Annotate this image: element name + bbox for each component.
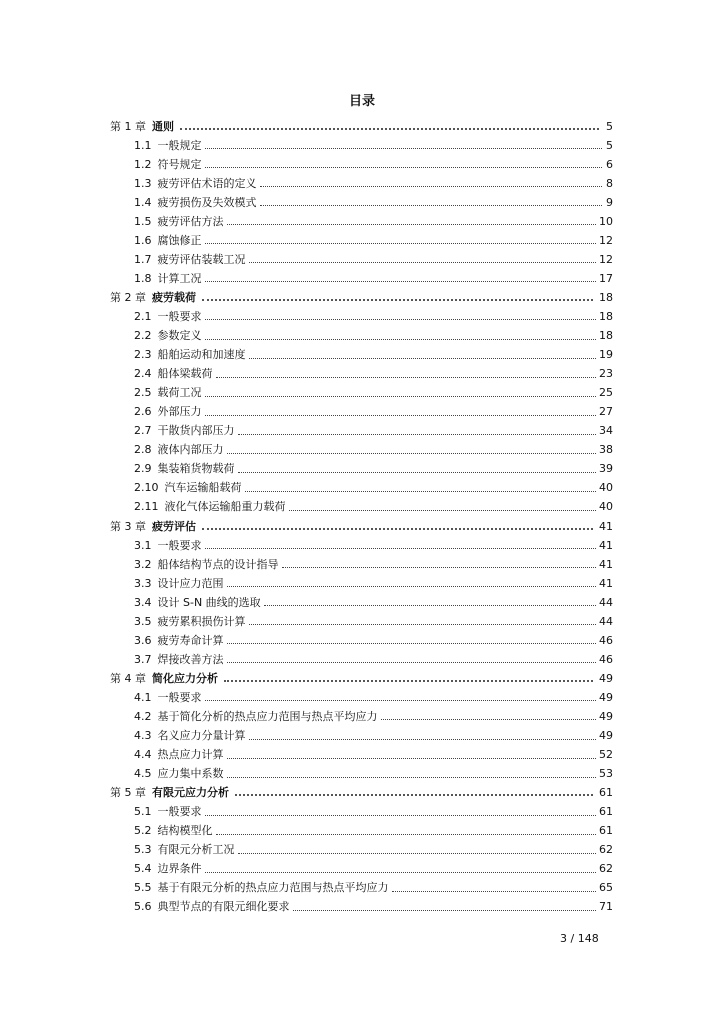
toc-entry-label [134, 177, 257, 191]
table-of-contents [0, 117, 724, 917]
toc-entry-number: 2.1 [134, 309, 152, 323]
toc-entry-number: 3.2 [134, 557, 152, 571]
toc-entry-number: 2.2 [134, 329, 152, 343]
toc-entry-label [110, 520, 196, 534]
toc-entry-title: 腐蚀修正 [157, 233, 202, 247]
toc-section-entry[interactable] [0, 746, 724, 765]
toc-section-entry[interactable] [0, 688, 724, 707]
toc-section-entry[interactable] [0, 898, 724, 917]
toc-entry-page-number: 65 [599, 881, 613, 895]
toc-section-entry[interactable] [0, 479, 724, 498]
toc-chapter-entry[interactable] [0, 669, 724, 688]
toc-entry-title: 疲劳评估术语的定义 [157, 176, 257, 190]
toc-entry-label [134, 843, 235, 857]
toc-section-entry[interactable] [0, 403, 724, 422]
dot-leader [205, 872, 597, 873]
toc-entry-number: 3.7 [134, 652, 152, 666]
toc-section-entry[interactable] [0, 822, 724, 841]
toc-entry-number: 4.3 [134, 729, 152, 743]
toc-entry-number: 3.1 [134, 538, 152, 552]
dot-leader [238, 853, 597, 854]
toc-entry-number: 第 3 章 [110, 519, 146, 533]
toc-section-entry[interactable] [0, 707, 724, 726]
dot-leader [205, 167, 603, 168]
toc-entry-number: 2.7 [134, 424, 152, 438]
toc-section-entry[interactable] [0, 212, 724, 231]
dot-leader [205, 281, 597, 282]
dot-leader [249, 358, 597, 359]
dot-leader [202, 528, 593, 530]
toc-entry-page-number: 6 [606, 157, 613, 171]
toc-section-entry[interactable] [0, 307, 724, 326]
toc-entry-page-number: 18 [599, 309, 613, 323]
toc-entry-page-number: 40 [599, 500, 613, 514]
toc-entry-label [134, 405, 202, 419]
toc-entry-number: 5.5 [134, 881, 152, 895]
toc-entry-page-number: 44 [599, 595, 613, 609]
toc-entry-page-number: 41 [599, 519, 613, 533]
toc-entry-title: 结构模型化 [157, 824, 213, 838]
dot-leader [227, 777, 597, 778]
dot-leader [224, 680, 593, 682]
toc-entry-page-number: 71 [599, 900, 613, 914]
toc-entry-number: 2.4 [134, 367, 152, 381]
toc-entry-number: 4.1 [134, 690, 152, 704]
dot-leader [392, 891, 597, 892]
dot-leader [205, 700, 597, 701]
dot-leader [227, 758, 597, 759]
toc-entry-label [134, 615, 246, 629]
toc-entry-number: 2.5 [134, 386, 152, 400]
toc-entry-page-number: 25 [599, 386, 613, 400]
toc-section-entry[interactable] [0, 765, 724, 784]
toc-entry-number: 5.2 [134, 824, 152, 838]
dot-leader [205, 339, 597, 340]
dot-leader [235, 794, 593, 796]
dot-leader [227, 224, 597, 225]
dot-leader [180, 128, 599, 130]
toc-entry-number: 3.6 [134, 633, 152, 647]
toc-entry-label [134, 805, 202, 819]
toc-entry-label [134, 329, 202, 343]
toc-entry-title: 液化气体运输船重力载荷 [164, 500, 286, 514]
toc-entry-title: 疲劳载荷 [152, 290, 196, 304]
toc-entry-page-number: 61 [599, 786, 613, 800]
toc-entry-title: 船体梁载荷 [157, 367, 213, 381]
toc-entry-page-number: 34 [599, 424, 613, 438]
dot-leader [227, 662, 597, 663]
toc-entry-title: 疲劳评估装载工况 [157, 252, 246, 266]
toc-entry-label [134, 767, 224, 781]
toc-entry-title: 边界条件 [157, 862, 202, 876]
dot-leader [249, 624, 597, 625]
dot-leader [249, 262, 597, 263]
toc-entry-page-number: 49 [599, 690, 613, 704]
toc-entry-label [134, 862, 202, 876]
dot-leader [205, 319, 597, 320]
toc-entry-page-number: 5 [606, 119, 613, 133]
toc-entry-label [134, 900, 290, 914]
toc-entry-number: 2.6 [134, 405, 152, 419]
toc-entry-number: 2.8 [134, 443, 152, 457]
toc-section-entry[interactable] [0, 365, 724, 384]
toc-entry-page-number: 46 [599, 652, 613, 666]
toc-entry-label [134, 729, 246, 743]
toc-entry-number: 3.5 [134, 614, 152, 628]
toc-entry-number: 2.10 [134, 481, 159, 495]
toc-entry-label [134, 196, 257, 210]
toc-entry-page-number: 18 [599, 329, 613, 343]
toc-entry-page-number: 49 [599, 729, 613, 743]
toc-section-entry[interactable] [0, 555, 724, 574]
toc-entry-label [134, 215, 224, 229]
dot-leader [227, 453, 597, 454]
toc-entry-page-number: 41 [599, 557, 613, 571]
toc-entry-label [134, 234, 202, 248]
toc-entry-number: 1.2 [134, 157, 152, 171]
toc-entry-page-number: 61 [599, 824, 613, 838]
toc-section-entry[interactable] [0, 155, 724, 174]
toc-section-entry[interactable] [0, 193, 724, 212]
toc-entry-number: 第 4 章 [110, 671, 146, 685]
toc-section-entry[interactable] [0, 727, 724, 746]
toc-entry-title: 船体结构节点的设计指导 [157, 557, 279, 571]
toc-entry-page-number: 53 [599, 767, 613, 781]
toc-entry-number: 1.3 [134, 176, 152, 190]
toc-entry-page-number: 62 [599, 843, 613, 857]
toc-entry-title: 一般要求 [157, 538, 202, 552]
toc-entry-page-number: 19 [599, 348, 613, 362]
toc-entry-title: 通则 [152, 119, 174, 133]
toc-entry-page-number: 23 [599, 367, 613, 381]
toc-entry-page-number: 49 [599, 671, 613, 685]
toc-entry-label [134, 539, 202, 553]
toc-entry-number: 5.4 [134, 862, 152, 876]
toc-entry-title: 典型节点的有限元细化要求 [157, 900, 290, 914]
toc-entry-title: 设计应力范围 [157, 576, 224, 590]
toc-section-entry[interactable] [0, 860, 724, 879]
toc-entry-label [110, 672, 218, 686]
toc-entry-number: 4.4 [134, 748, 152, 762]
toc-section-entry[interactable] [0, 441, 724, 460]
toc-entry-page-number: 38 [599, 443, 613, 457]
toc-entry-title: 疲劳评估 [152, 519, 196, 533]
dot-leader [238, 434, 597, 435]
toc-entry-label [134, 481, 242, 495]
toc-entry-number: 5.3 [134, 843, 152, 857]
toc-entry-number: 4.5 [134, 767, 152, 781]
toc-entry-title: 载荷工况 [157, 386, 202, 400]
toc-entry-title: 基于简化分析的热点应力范围与热点平均应力 [157, 709, 378, 723]
dot-leader [205, 243, 597, 244]
toc-entry-title: 船舶运动和加速度 [157, 348, 246, 362]
toc-section-entry[interactable] [0, 460, 724, 479]
toc-entry-label [134, 462, 235, 476]
toc-entry-title: 应力集中系数 [157, 767, 224, 781]
toc-section-entry[interactable] [0, 841, 724, 860]
toc-entry-page-number: 9 [606, 195, 613, 209]
toc-entry-number: 3.3 [134, 576, 152, 590]
toc-section-entry[interactable] [0, 650, 724, 669]
toc-entry-label [134, 443, 224, 457]
toc-entry-title: 疲劳累积损伤计算 [157, 614, 246, 628]
toc-entry-number: 1.8 [134, 271, 152, 285]
dot-leader [282, 567, 597, 568]
toc-entry-label [134, 139, 202, 153]
toc-entry-title: 一般规定 [157, 138, 202, 152]
toc-entry-title: 简化应力分析 [152, 671, 218, 685]
dot-leader [227, 586, 597, 587]
toc-entry-title: 疲劳寿命计算 [157, 633, 224, 647]
toc-entry-number: 1.1 [134, 138, 152, 152]
toc-entry-title: 疲劳评估方法 [157, 214, 224, 228]
toc-entry-label [134, 348, 246, 362]
toc-section-entry[interactable] [0, 346, 724, 365]
toc-chapter-entry[interactable] [0, 288, 724, 307]
toc-section-entry[interactable] [0, 136, 724, 155]
dot-leader [205, 415, 597, 416]
toc-section-entry[interactable] [0, 174, 724, 193]
dot-leader [260, 205, 603, 206]
dot-leader [381, 719, 597, 720]
toc-entry-page-number: 27 [599, 405, 613, 419]
toc-entry-label [134, 386, 202, 400]
dot-leader [293, 910, 597, 911]
dot-leader [205, 548, 597, 549]
toc-entry-label [134, 824, 213, 838]
toc-entry-number: 1.4 [134, 195, 152, 209]
toc-entry-page-number: 61 [599, 805, 613, 819]
toc-entry-label [134, 691, 202, 705]
toc-entry-title: 计算工况 [157, 271, 202, 285]
dot-leader [238, 472, 597, 473]
toc-entry-page-number: 41 [599, 576, 613, 590]
dot-leader [245, 491, 597, 492]
toc-entry-label [134, 881, 389, 895]
toc-entry-title: 疲劳损伤及失效模式 [157, 195, 257, 209]
toc-section-entry[interactable] [0, 879, 724, 898]
toc-entry-label [134, 634, 224, 648]
toc-entry-title: 一般要求 [157, 805, 202, 819]
toc-section-entry[interactable] [0, 422, 724, 441]
toc-entry-page-number: 49 [599, 709, 613, 723]
toc-entry-label [134, 577, 224, 591]
toc-entry-title: 一般要求 [157, 690, 202, 704]
toc-entry-page-number: 8 [606, 176, 613, 190]
toc-entry-page-number: 5 [606, 138, 613, 152]
toc-section-entry[interactable] [0, 803, 724, 822]
toc-entry-page-number: 40 [599, 481, 613, 495]
dot-leader [249, 739, 597, 740]
dot-leader [202, 299, 593, 301]
dot-leader [260, 186, 603, 187]
toc-entry-title: 热点应力计算 [157, 748, 224, 762]
toc-entry-label [134, 500, 286, 514]
toc-entry-title: 液体内部压力 [157, 443, 224, 457]
toc-section-entry[interactable] [0, 631, 724, 650]
toc-section-entry[interactable] [0, 498, 724, 517]
dot-leader [216, 377, 597, 378]
toc-section-entry[interactable] [0, 612, 724, 631]
toc-section-entry[interactable] [0, 536, 724, 555]
toc-entry-title: 汽车运输船载荷 [164, 481, 242, 495]
toc-entry-title: 符号规定 [157, 157, 202, 171]
toc-section-entry[interactable] [0, 231, 724, 250]
toc-entry-label [134, 253, 246, 267]
page-number-footer: 3 / 148 [560, 932, 599, 945]
toc-entry-page-number: 44 [599, 614, 613, 628]
toc-entry-page-number: 52 [599, 748, 613, 762]
toc-entry-number: 1.6 [134, 233, 152, 247]
toc-section-entry[interactable] [0, 593, 724, 612]
toc-entry-title: 设计 S-N 曲线的选取 [157, 595, 261, 609]
toc-entry-label [134, 653, 224, 667]
toc-entry-number: 2.11 [134, 500, 159, 514]
toc-entry-page-number: 10 [599, 214, 613, 228]
toc-section-entry[interactable] [0, 327, 724, 346]
toc-entry-page-number: 46 [599, 633, 613, 647]
toc-title: 目录 [348, 94, 375, 109]
dot-leader [289, 510, 597, 511]
toc-entry-number: 4.2 [134, 709, 152, 723]
toc-entry-label [134, 424, 235, 438]
dot-leader [264, 605, 596, 606]
toc-entry-title: 集装箱货物载荷 [157, 462, 235, 476]
toc-entry-number: 第 2 章 [110, 290, 146, 304]
dot-leader [205, 148, 603, 149]
toc-section-entry[interactable] [0, 384, 724, 403]
toc-entry-label [134, 558, 279, 572]
toc-entry-label [110, 120, 174, 134]
toc-entry-page-number: 62 [599, 862, 613, 876]
toc-chapter-entry[interactable] [0, 784, 724, 803]
toc-entry-number: 3.4 [134, 595, 152, 609]
dot-leader [205, 396, 597, 397]
dot-leader [205, 815, 597, 816]
toc-entry-page-number: 41 [599, 538, 613, 552]
toc-entry-label [134, 272, 202, 286]
toc-entry-label [110, 786, 229, 800]
dot-leader [227, 643, 597, 644]
toc-entry-title: 有限元应力分析 [152, 786, 229, 800]
toc-entry-number: 5.6 [134, 900, 152, 914]
toc-chapter-entry[interactable] [0, 517, 724, 536]
toc-entry-page-number: 12 [599, 233, 613, 247]
toc-entry-page-number: 18 [599, 290, 613, 304]
toc-entry-title: 名义应力分量计算 [157, 729, 246, 743]
toc-entry-number: 第 5 章 [110, 786, 146, 800]
toc-entry-label [134, 158, 202, 172]
toc-entry-label [134, 748, 224, 762]
toc-entry-label [110, 291, 196, 305]
toc-entry-title: 一般要求 [157, 309, 202, 323]
toc-entry-label [134, 596, 261, 610]
toc-entry-number: 2.3 [134, 348, 152, 362]
toc-entry-label [134, 367, 213, 381]
toc-entry-number: 1.5 [134, 214, 152, 228]
dot-leader [216, 834, 597, 835]
toc-entry-title: 焊接改善方法 [157, 652, 224, 666]
toc-entry-page-number: 17 [599, 271, 613, 285]
toc-entry-number: 第 1 章 [110, 119, 146, 133]
toc-chapter-entry[interactable] [0, 117, 724, 136]
toc-entry-title: 参数定义 [157, 329, 202, 343]
toc-section-entry[interactable] [0, 250, 724, 269]
toc-entry-title: 有限元分析工况 [157, 843, 235, 857]
toc-entry-title: 外部压力 [157, 405, 202, 419]
toc-section-entry[interactable] [0, 269, 724, 288]
toc-entry-label [134, 710, 378, 724]
toc-entry-number: 2.9 [134, 462, 152, 476]
toc-entry-number: 5.1 [134, 805, 152, 819]
toc-entry-page-number: 39 [599, 462, 613, 476]
toc-entry-page-number: 12 [599, 252, 613, 266]
toc-entry-title: 干散货内部压力 [157, 424, 235, 438]
toc-entry-title: 基于有限元分析的热点应力范围与热点平均应力 [157, 881, 389, 895]
toc-section-entry[interactable] [0, 574, 724, 593]
toc-entry-label [134, 310, 202, 324]
toc-entry-number: 1.7 [134, 252, 152, 266]
